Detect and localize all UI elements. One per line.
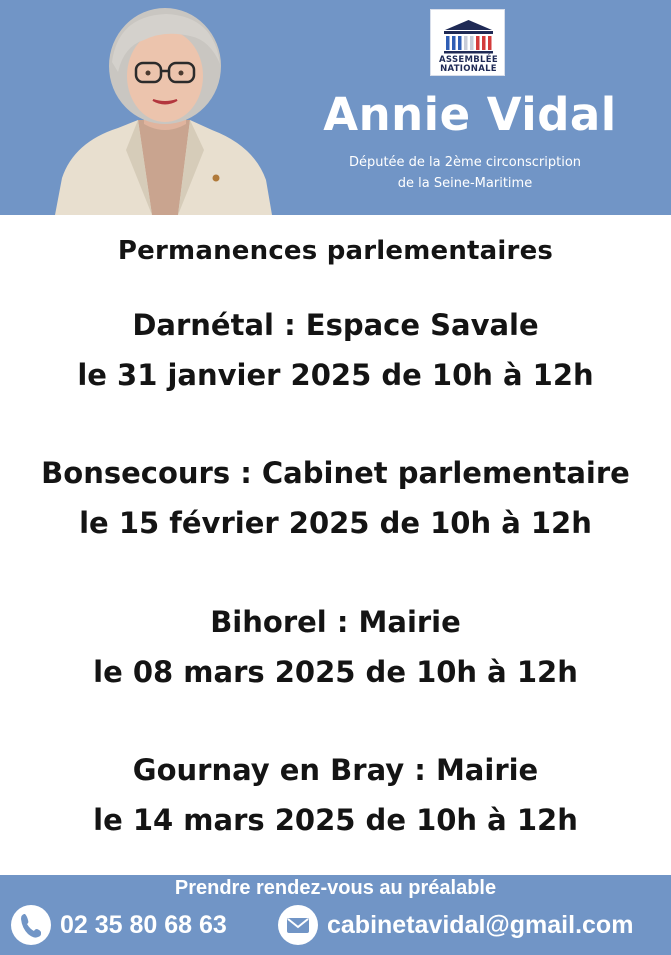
deputy-subtitle bbox=[320, 152, 610, 194]
event-block bbox=[0, 597, 671, 697]
event-date: le 15 février 2025 de 10h à 12h bbox=[79, 506, 592, 540]
email-contact[interactable] bbox=[278, 903, 633, 947]
event-date: le 14 mars 2025 de 10h à 12h bbox=[93, 803, 578, 837]
subtitle-line: Députée de la 2ème circonscription bbox=[348, 155, 582, 170]
event-date: le 08 mars 2025 de 10h à 12h bbox=[93, 655, 578, 689]
event-block bbox=[0, 300, 671, 400]
event-block bbox=[0, 448, 671, 548]
event-place: Bihorel : Mairie bbox=[210, 605, 461, 639]
subtitle-line: de la Seine-Maritime bbox=[397, 176, 533, 191]
phone-icon bbox=[11, 905, 51, 945]
logo-text-line2: NATIONALE bbox=[440, 64, 497, 74]
email-address[interactable]: cabinetavidal@gmail.com bbox=[327, 910, 634, 939]
logo-text-line1: ASSEMBLÉE bbox=[439, 55, 498, 65]
header-band bbox=[0, 0, 671, 215]
appointment-note: Prendre rendez-vous au préalable bbox=[174, 877, 497, 899]
footer-band bbox=[0, 875, 671, 955]
assemblee-nationale-logo bbox=[430, 9, 505, 76]
envelope-icon bbox=[278, 905, 318, 945]
section-title: Permanences parlementaires bbox=[117, 236, 554, 266]
phone-contact[interactable] bbox=[11, 903, 227, 947]
phone-number[interactable]: 02 35 80 68 63 bbox=[60, 910, 227, 939]
event-block bbox=[0, 745, 671, 845]
portrait-photo bbox=[40, 0, 290, 215]
deputy-name: Annie Vidal bbox=[323, 88, 617, 141]
event-date: le 31 janvier 2025 de 10h à 12h bbox=[77, 358, 594, 392]
event-place: Bonsecours : Cabinet parlementaire bbox=[41, 456, 630, 490]
event-place: Gournay en Bray : Mairie bbox=[132, 753, 539, 787]
event-place: Darnétal : Espace Savale bbox=[132, 308, 539, 342]
